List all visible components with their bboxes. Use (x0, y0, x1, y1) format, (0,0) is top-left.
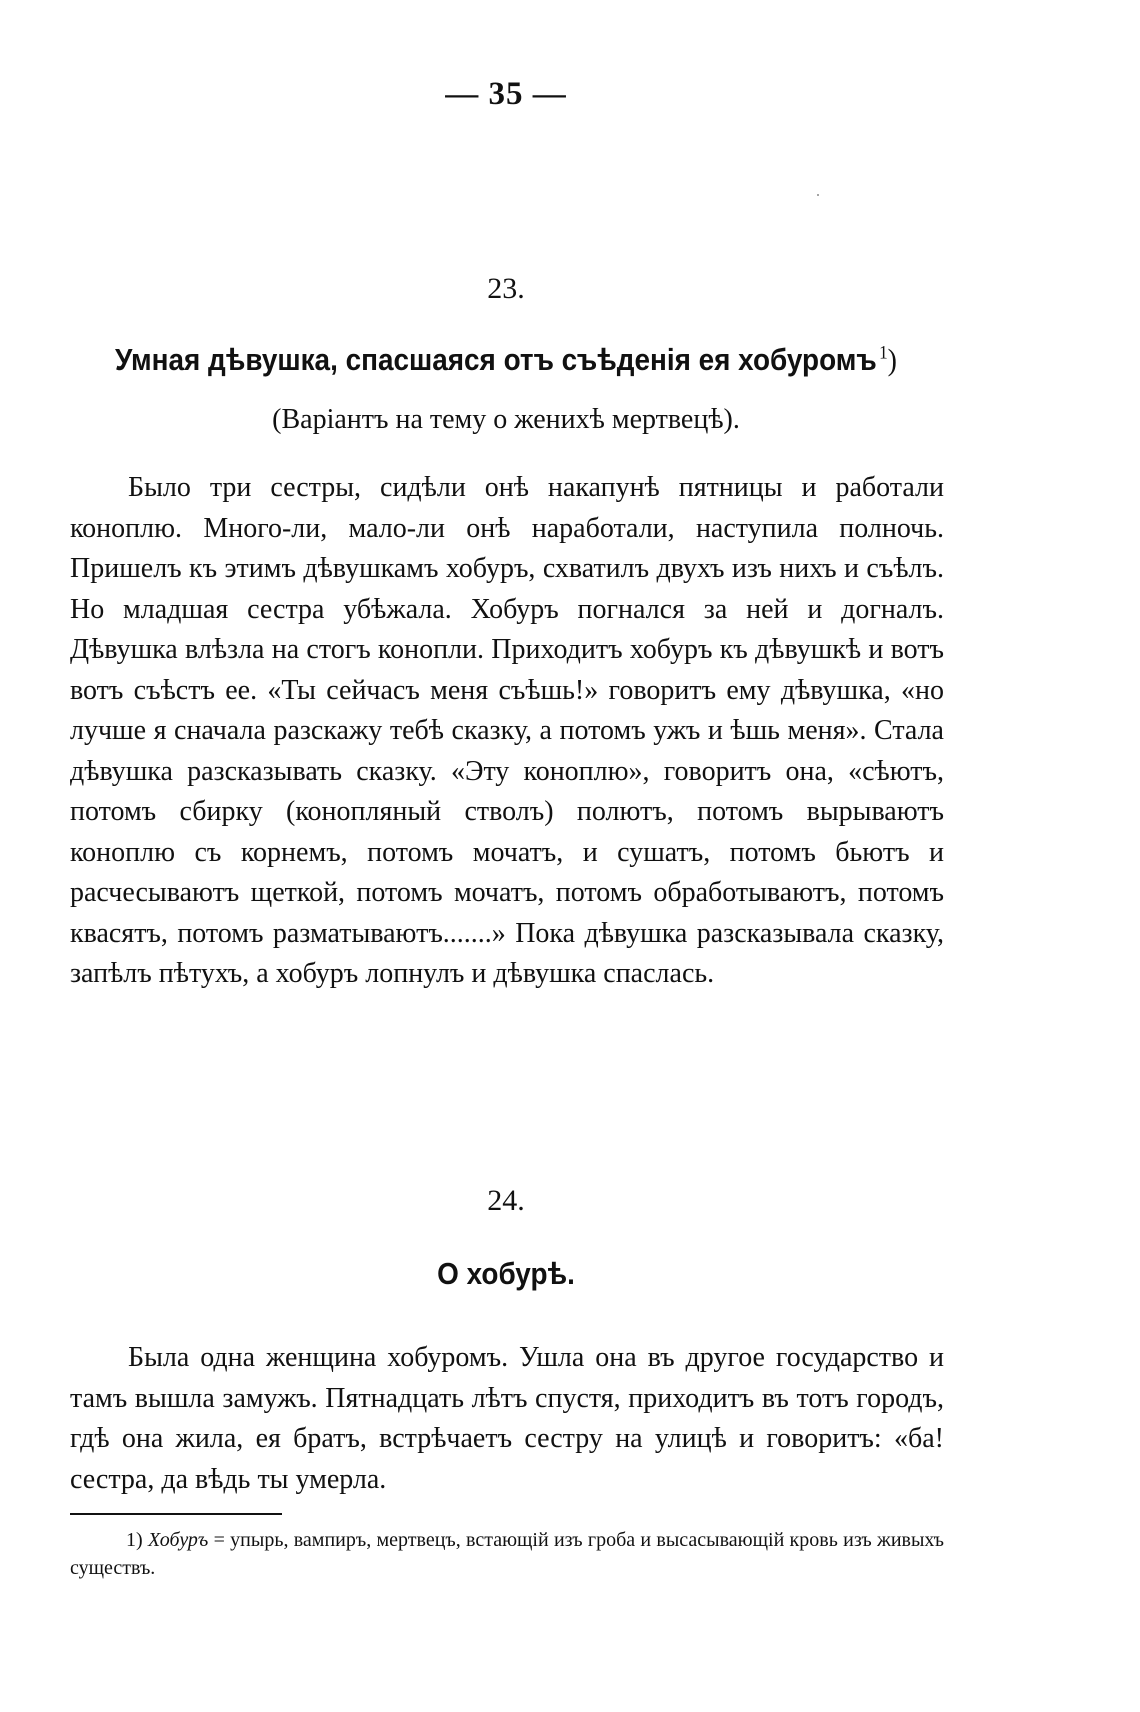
footnote-definition: = упырь, вампиръ, мертвецъ, встающій изъ гроба и высасывающій кровь изъ живыхъ существъ. (70, 1529, 945, 1579)
footnote-ref: 1 (879, 342, 888, 364)
story-23-title-text: Умная дѣвушка, спасшаяся отъ съѣденія ея хобуромъ (115, 342, 877, 377)
page-number: — 35 — (445, 76, 567, 112)
story-24-title: О хобурѣ. (437, 1256, 575, 1291)
footnote-ref-close: ) (887, 342, 897, 377)
footnote (70, 1526, 944, 1582)
story-23-number: 23. (487, 272, 525, 305)
story-24-number: 24. (487, 1184, 525, 1217)
story-24-paragraph: Была одна женщина хобуромъ. Ушла она въ другое государство и тамъ вышла замужъ. Пятнадцать лѣтъ спустя, приходитъ въ тотъ городъ, гдѣ она жила, ея братъ, встрѣчаетъ сестру на улицѣ и говоритъ: «ба! сестра, да вѣдь ты умерла. (70, 1342, 944, 1495)
story-23-paragraph: Было три сестры, сидѣли онѣ накапунѣ пятницы и работали коноплю. Много-ли, мало-ли онѣ наработали, наступила полночь. Пришелъ къ этимъ дѣвушкамъ хобуръ, схватилъ двухъ изъ нихъ и съѣлъ. Но младшая сестра убѣжала. Хобуръ погнался за ней и догналъ. Дѣвушка влѣзла на стогъ конопли. Приходитъ хобуръ къ дѣвушкѣ и вотъ вотъ съѣстъ ее. «Ты сейчасъ меня съѣшь!» говоритъ ему дѣвушка, «но лучше я сначала разскажу тебѣ сказку, а потомъ ужъ и ѣшь меня». Стала дѣвушка разсказывать сказку. «Эту коноплю», говоритъ она, «сѣютъ, потомъ сбирку (конопляный стволъ) полютъ, потомъ вырываютъ коноплю съ корнемъ, потомъ мочатъ, и сушатъ, потомъ бьютъ и расчесываютъ щеткой, потомъ мочатъ, потомъ обработываютъ, потомъ квасятъ, потомъ разматываютъ.......» Пока дѣвушка разсказывала сказку, запѣлъ пѣтухъ, а хобуръ лопнулъ и дѣвушка спаслась. (70, 472, 944, 989)
footnote-term: Хобуръ (147, 1529, 209, 1551)
footnote-divider (70, 1513, 282, 1515)
story-23-subtitle: (Варіантъ на тему о женихѣ мертвецѣ). (272, 404, 740, 435)
story-23-title (51, 342, 962, 378)
print-speck (817, 194, 819, 196)
footnote-marker: 1) (126, 1529, 143, 1551)
